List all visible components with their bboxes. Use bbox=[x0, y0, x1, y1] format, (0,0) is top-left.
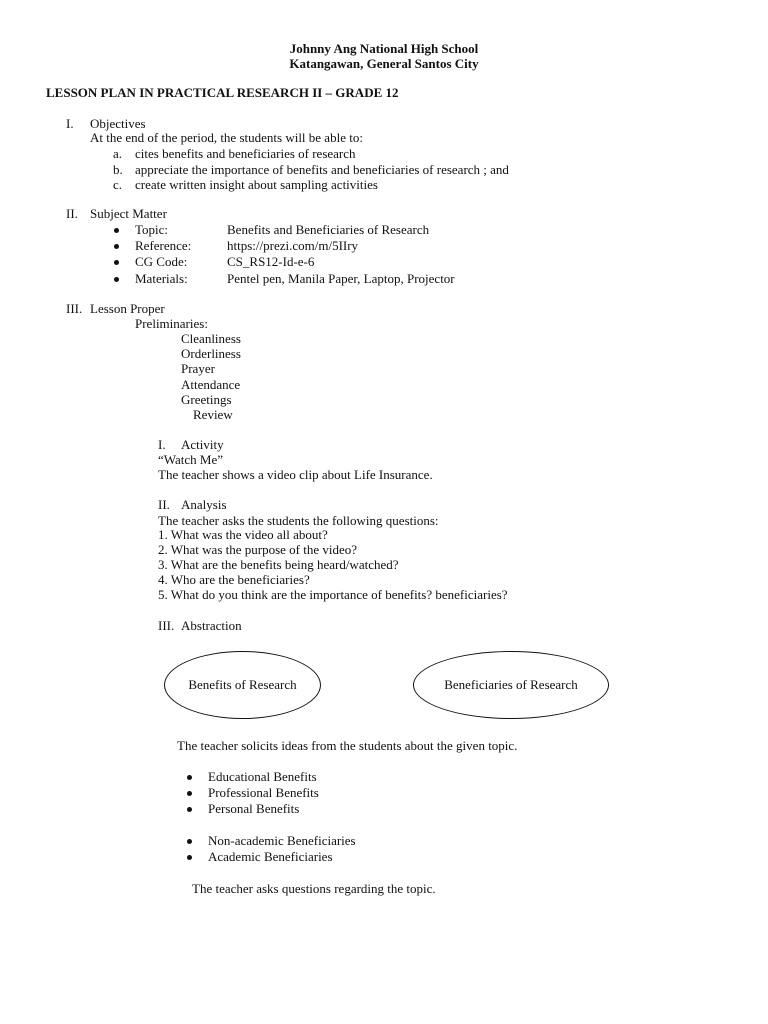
subject-value: CS_RS12-Id-e-6 bbox=[227, 254, 315, 269]
bullet-icon bbox=[114, 244, 119, 249]
subject-value: Pentel pen, Manila Paper, Laptop, Projector bbox=[227, 271, 455, 286]
objective-text: appreciate the importance of benefits and beneficiaries of research ; and bbox=[135, 162, 509, 177]
beneficiary-item: Academic Beneficiaries bbox=[208, 849, 333, 864]
beneficiaries-oval bbox=[413, 651, 609, 719]
bullet-icon bbox=[114, 228, 119, 233]
subject-label: Materials: bbox=[135, 271, 188, 286]
benefits-oval-label: Benefits of Research bbox=[188, 677, 297, 692]
bullet-icon bbox=[187, 807, 192, 812]
subject-matter-number: II. bbox=[66, 206, 78, 221]
closing-text: The teacher asks questions regarding the topic. bbox=[192, 881, 436, 896]
subject-label: CG Code: bbox=[135, 254, 188, 269]
subject-label: Topic: bbox=[135, 222, 169, 237]
benefits-oval bbox=[164, 651, 321, 719]
activity-name: “Watch Me” bbox=[158, 452, 223, 467]
objective-text: cites benefits and beneficiaries of research bbox=[135, 146, 356, 161]
abstraction-number: III. bbox=[158, 618, 175, 633]
preliminary-item: Prayer bbox=[181, 361, 215, 376]
bullet-icon bbox=[187, 855, 192, 860]
objective-text: create written insight about sampling activities bbox=[135, 177, 378, 192]
school-name: Johnny Ang National High School bbox=[289, 41, 479, 56]
bullet-icon bbox=[187, 775, 192, 780]
page-title: LESSON PLAN IN PRACTICAL RESEARCH II – GRADE 12 bbox=[46, 85, 399, 100]
activity-number: I. bbox=[158, 437, 166, 452]
benefit-item: Professional Benefits bbox=[208, 785, 319, 800]
analysis-question: 5. What do you think are the importance of benefits? beneficiaries? bbox=[158, 587, 508, 602]
bullet-icon bbox=[187, 791, 192, 796]
subject-matter-heading: Subject Matter bbox=[90, 206, 167, 221]
beneficiary-item: Non-academic Beneficiaries bbox=[208, 833, 356, 848]
objective-marker: b. bbox=[113, 162, 123, 177]
abstraction-heading: Abstraction bbox=[181, 618, 242, 633]
bullet-icon bbox=[114, 277, 119, 282]
preliminary-item: Orderliness bbox=[181, 346, 241, 361]
preliminary-item: Greetings bbox=[181, 392, 232, 407]
subject-label: Reference: bbox=[135, 238, 192, 253]
analysis-question: 4. Who are the beneficiaries? bbox=[158, 572, 310, 587]
review-item: Review bbox=[193, 407, 233, 422]
benefit-item: Educational Benefits bbox=[208, 769, 317, 784]
lesson-proper-heading: Lesson Proper bbox=[90, 301, 165, 316]
preliminary-item: Cleanliness bbox=[181, 331, 241, 346]
lesson-proper-number: III. bbox=[66, 301, 83, 316]
analysis-question: 3. What are the benefits being heard/watched? bbox=[158, 557, 399, 572]
preliminary-item: Attendance bbox=[181, 377, 241, 392]
bullet-icon bbox=[114, 260, 119, 265]
subject-value: Benefits and Beneficiaries of Research bbox=[227, 222, 430, 237]
objectives-number: I. bbox=[66, 116, 74, 131]
analysis-question: 2. What was the purpose of the video? bbox=[158, 542, 358, 557]
activity-heading: Activity bbox=[181, 437, 224, 452]
solicit-text: The teacher solicits ideas from the students about the given topic. bbox=[177, 738, 518, 753]
analysis-question: 1. What was the video all about? bbox=[158, 527, 328, 542]
objectives-heading: Objectives bbox=[90, 116, 146, 131]
preliminaries-label: Preliminaries: bbox=[135, 316, 208, 331]
school-location: Katangawan, General Santos City bbox=[289, 56, 479, 71]
objective-marker: a. bbox=[113, 146, 123, 161]
objective-marker: c. bbox=[113, 177, 123, 192]
benefit-item: Personal Benefits bbox=[208, 801, 300, 816]
subject-value: https://prezi.com/m/5IIry bbox=[227, 238, 359, 253]
bullet-icon bbox=[187, 839, 192, 844]
analysis-heading: Analysis bbox=[181, 497, 227, 512]
analysis-number: II. bbox=[158, 497, 170, 512]
objectives-intro: At the end of the period, the students will be able to: bbox=[90, 130, 363, 145]
analysis-intro: The teacher asks the students the following questions: bbox=[158, 513, 439, 528]
beneficiaries-oval-label: Beneficiaries of Research bbox=[444, 677, 578, 692]
activity-description: The teacher shows a video clip about Life Insurance. bbox=[158, 467, 433, 482]
